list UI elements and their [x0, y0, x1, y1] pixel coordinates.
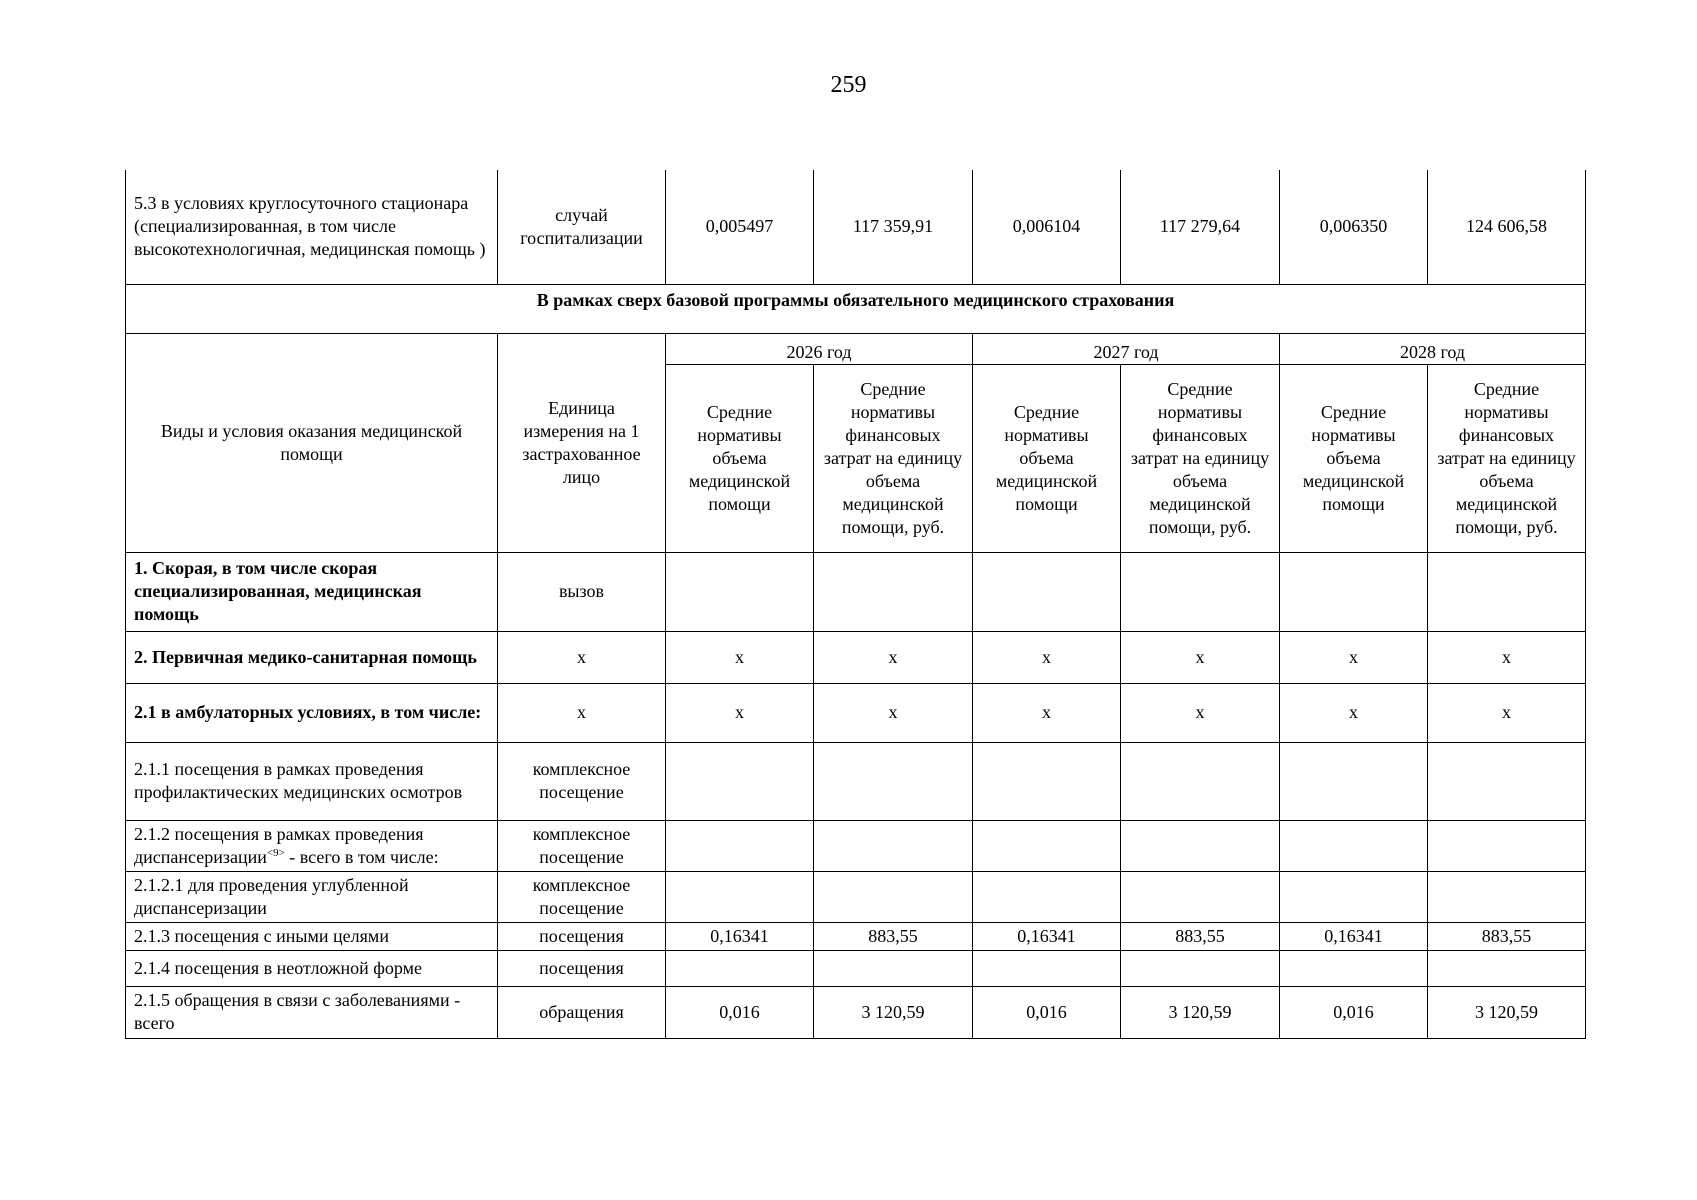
value-cell: 117 359,91 — [814, 170, 973, 284]
value-cell — [666, 742, 814, 820]
row-name: 2.1.3 посещения с иными целями — [126, 922, 498, 950]
value-cell — [1280, 552, 1428, 631]
value-cell: 883,55 — [814, 922, 973, 950]
table-row — [126, 683, 1586, 742]
value-cell: 883,55 — [1428, 922, 1586, 950]
row-unit: вызов — [498, 552, 666, 631]
value-cell: 3 120,59 — [1121, 986, 1280, 1038]
value-cell: х — [1121, 683, 1280, 742]
value-cell — [973, 552, 1121, 631]
value-cell: х — [1280, 683, 1428, 742]
row-name — [126, 820, 498, 871]
value-cell: х — [973, 683, 1121, 742]
row-unit: х — [498, 683, 666, 742]
header-sub-volume: Средние нормативы объема медицинской помощи — [973, 364, 1121, 552]
value-cell — [666, 552, 814, 631]
value-cell — [814, 742, 973, 820]
table-row — [126, 922, 1586, 950]
value-cell: х — [814, 631, 973, 683]
value-cell — [1280, 742, 1428, 820]
value-cell — [1121, 552, 1280, 631]
row-unit: случай госпитализации — [498, 170, 666, 284]
header-col-name: Виды и условия оказания медицинской помощи — [126, 333, 498, 552]
section-title: В рамках сверх базовой программы обязательного медицинского страхования — [126, 284, 1586, 333]
row-unit: посещения — [498, 922, 666, 950]
row-name: 5.3 в условиях круглосуточного стационара (специализированная, в том числе высокотехнологичная, медицинская помощь ) — [126, 170, 498, 284]
table-row — [126, 170, 1586, 284]
table-row — [126, 871, 1586, 922]
value-cell: х — [666, 683, 814, 742]
row-name: 2.1.4 посещения в неотложной форме — [126, 950, 498, 986]
value-cell: х — [1280, 631, 1428, 683]
table-row — [126, 552, 1586, 631]
value-cell — [973, 950, 1121, 986]
header-year-2027: 2027 год — [973, 333, 1280, 364]
value-cell — [1121, 871, 1280, 922]
row-unit: х — [498, 631, 666, 683]
value-cell — [1280, 950, 1428, 986]
value-cell — [1428, 820, 1586, 871]
value-cell — [814, 552, 973, 631]
row-name-text: 2.1.2 посещения в рамках проведения диспансеризации — [134, 823, 424, 867]
table-row — [126, 950, 1586, 986]
row-unit: комплексное посещение — [498, 742, 666, 820]
section-row — [126, 284, 1586, 333]
row-name: 2.1.1 посещения в рамках проведения профилактических медицинских осмотров — [126, 742, 498, 820]
value-cell — [666, 871, 814, 922]
header-sub-volume: Средние нормативы объема медицинской помощи — [1280, 364, 1428, 552]
header-sub-cost: Средние нормативы финансовых затрат на единицу объема медицинской помощи, руб. — [1121, 364, 1280, 552]
row-name: 2. Первичная медико-санитарная помощь — [126, 631, 498, 683]
value-cell: 0,016 — [1280, 986, 1428, 1038]
row-name: 1. Скорая, в том числе скорая специализированная, медицинская помощь — [126, 552, 498, 631]
value-cell — [666, 950, 814, 986]
value-cell: х — [666, 631, 814, 683]
footnote-ref: <9> — [266, 846, 285, 859]
header-col-unit: Единица измерения на 1 застрахованное лицо — [498, 333, 666, 552]
value-cell — [1280, 820, 1428, 871]
value-cell — [973, 742, 1121, 820]
table-row — [126, 742, 1586, 820]
value-cell: х — [1428, 683, 1586, 742]
value-cell — [814, 820, 973, 871]
norms-table — [125, 170, 1586, 1039]
table-row — [126, 986, 1586, 1038]
value-cell: х — [1428, 631, 1586, 683]
table-row — [126, 631, 1586, 683]
header-row-years — [126, 333, 1586, 364]
row-name: 2.1.5 обращения в связи с заболеваниями - всего — [126, 986, 498, 1038]
row-name: 2.1 в амбулаторных условиях, в том числе: — [126, 683, 498, 742]
value-cell: 3 120,59 — [814, 986, 973, 1038]
value-cell: х — [1121, 631, 1280, 683]
value-cell — [814, 871, 973, 922]
value-cell: 0,005497 — [666, 170, 814, 284]
row-unit: комплексное посещение — [498, 820, 666, 871]
value-cell — [973, 871, 1121, 922]
header-year-2028: 2028 год — [1280, 333, 1586, 364]
table-row — [126, 820, 1586, 871]
page-number: 259 — [830, 72, 867, 98]
value-cell — [1121, 820, 1280, 871]
value-cell — [1428, 950, 1586, 986]
header-sub-cost: Средние нормативы финансовых затрат на единицу объема медицинской помощи, руб. — [814, 364, 973, 552]
row-name: 2.1.2.1 для проведения углубленной диспансеризации — [126, 871, 498, 922]
value-cell — [1428, 871, 1586, 922]
value-cell: 117 279,64 — [1121, 170, 1280, 284]
value-cell: 0,16341 — [666, 922, 814, 950]
value-cell — [1280, 871, 1428, 922]
value-cell: 0,006104 — [973, 170, 1121, 284]
value-cell — [1121, 742, 1280, 820]
header-sub-volume: Средние нормативы объема медицинской помощи — [666, 364, 814, 552]
value-cell — [1428, 552, 1586, 631]
row-unit: комплексное посещение — [498, 871, 666, 922]
value-cell — [1428, 742, 1586, 820]
value-cell — [666, 820, 814, 871]
value-cell: 0,16341 — [1280, 922, 1428, 950]
value-cell: 3 120,59 — [1428, 986, 1586, 1038]
value-cell — [1121, 950, 1280, 986]
value-cell: 0,016 — [666, 986, 814, 1038]
value-cell: 0,016 — [973, 986, 1121, 1038]
value-cell — [814, 950, 973, 986]
value-cell: 0,006350 — [1280, 170, 1428, 284]
header-sub-cost: Средние нормативы финансовых затрат на единицу объема медицинской помощи, руб. — [1428, 364, 1586, 552]
row-unit: посещения — [498, 950, 666, 986]
value-cell: 0,16341 — [973, 922, 1121, 950]
value-cell: 883,55 — [1121, 922, 1280, 950]
value-cell: х — [814, 683, 973, 742]
row-unit: обращения — [498, 986, 666, 1038]
value-cell: х — [973, 631, 1121, 683]
value-cell: 124 606,58 — [1428, 170, 1586, 284]
value-cell — [973, 820, 1121, 871]
header-year-2026: 2026 год — [666, 333, 973, 364]
row-name-text: - всего в том числе: — [284, 846, 439, 867]
